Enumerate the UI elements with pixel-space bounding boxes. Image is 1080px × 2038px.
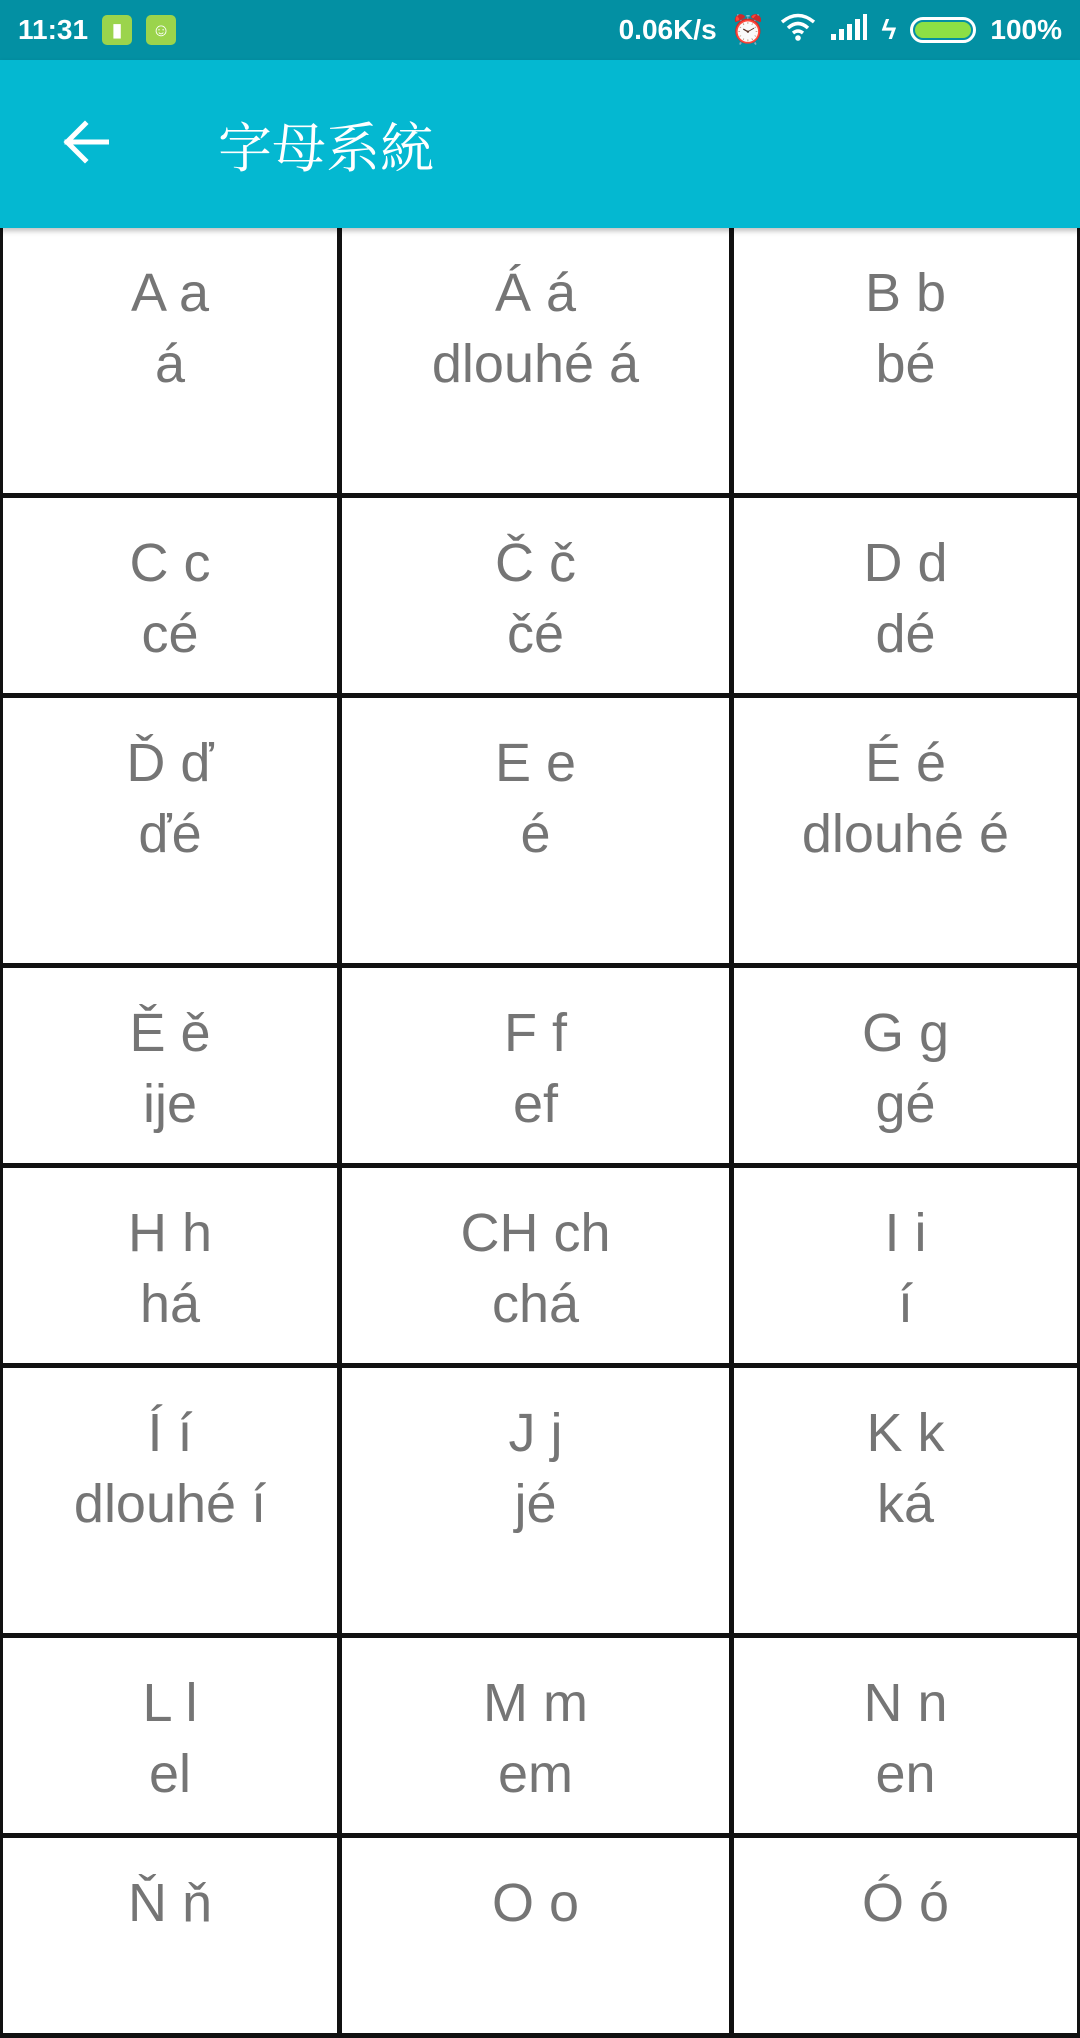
status-time: 11:31 — [18, 14, 89, 45]
letter-glyph: D d — [863, 533, 948, 593]
status-bar — [0, 0, 1080, 60]
letter-glyph: N n — [863, 1673, 948, 1733]
letter-name: dé — [875, 604, 936, 664]
letter-cell[interactable] — [734, 1168, 1080, 1368]
battery-percent: 100% — [990, 14, 1062, 45]
letter-glyph: Á á — [494, 263, 577, 323]
letter-cell[interactable] — [734, 228, 1080, 498]
letter-name: čé — [506, 604, 565, 664]
letter-cell[interactable] — [342, 698, 734, 968]
letter-name: dlouhé é — [801, 804, 1010, 864]
cell-signal-icon — [830, 13, 868, 48]
letter-glyph: F f — [504, 1003, 567, 1063]
letter-cell[interactable] — [342, 1838, 734, 2038]
letter-glyph: Ě ě — [129, 1003, 211, 1063]
charging-icon: ϟ — [881, 14, 897, 45]
back-button[interactable] — [0, 60, 170, 228]
letter-name: há — [139, 1274, 201, 1334]
network-speed: 0.06K/s — [618, 14, 717, 45]
letter-cell[interactable] — [734, 1838, 1080, 2038]
letter-name: gé — [875, 1074, 936, 1134]
alphabet-grid — [0, 228, 1080, 2038]
letter-cell[interactable] — [342, 968, 734, 1168]
letter-name: em — [497, 1744, 573, 1804]
letter-glyph: G g — [861, 1003, 950, 1063]
letter-name: jé — [514, 1474, 557, 1534]
letter-cell[interactable] — [0, 498, 342, 698]
letter-glyph: Č č — [495, 533, 576, 593]
letter-glyph: J j — [508, 1403, 563, 1463]
letter-name: ef — [512, 1074, 559, 1134]
letter-glyph: Í í — [147, 1403, 193, 1463]
status-bar-left — [18, 14, 176, 46]
letter-cell[interactable] — [0, 698, 342, 968]
letter-cell[interactable] — [734, 968, 1080, 1168]
letter-name: el — [148, 1744, 192, 1804]
page-title: 字母系統 — [218, 116, 434, 180]
letter-cell[interactable] — [0, 1638, 342, 1838]
letter-name: en — [875, 1744, 936, 1804]
letter-cell[interactable] — [342, 1168, 734, 1368]
letter-cell[interactable] — [0, 228, 342, 498]
battery-icon — [910, 17, 976, 43]
wifi-icon — [780, 13, 816, 48]
letter-name: chá — [491, 1274, 580, 1334]
letter-cell[interactable] — [342, 498, 734, 698]
letter-glyph: A a — [130, 263, 210, 323]
letter-cell[interactable] — [0, 1168, 342, 1368]
letter-cell[interactable] — [342, 1638, 734, 1838]
letter-glyph: CH ch — [460, 1203, 611, 1263]
letter-cell[interactable] — [342, 1368, 734, 1638]
letter-name: é — [520, 804, 551, 864]
letter-glyph: Ň ň — [127, 1873, 213, 1933]
letter-name: ďé — [138, 804, 202, 864]
letter-name: ká — [876, 1474, 935, 1534]
letter-cell[interactable] — [0, 1368, 342, 1638]
letter-glyph: H h — [127, 1203, 213, 1263]
letter-name: í — [897, 1274, 913, 1334]
letter-glyph: E e — [494, 733, 577, 793]
letter-glyph: C c — [129, 533, 211, 593]
letter-cell[interactable] — [342, 228, 734, 498]
letter-name: cé — [141, 604, 199, 664]
letter-cell[interactable] — [734, 498, 1080, 698]
alarm-icon: ⏰ — [730, 14, 766, 45]
letter-cell[interactable] — [734, 1368, 1080, 1638]
letter-glyph: É é — [864, 733, 947, 793]
letter-glyph: B b — [864, 263, 947, 323]
letter-glyph: L l — [142, 1673, 198, 1733]
app-bar — [0, 60, 1080, 228]
letter-cell[interactable] — [734, 698, 1080, 968]
letter-cell[interactable] — [734, 1638, 1080, 1838]
arrow-left-icon — [61, 120, 109, 168]
letter-name: dlouhé í — [73, 1474, 267, 1534]
letter-glyph: I i — [884, 1203, 927, 1263]
letter-name: dlouhé á — [431, 334, 640, 394]
battery-level-fill — [915, 22, 971, 38]
status-bar-right — [619, 13, 1062, 48]
battery-notification-icon: ▮ — [102, 15, 132, 45]
letter-glyph: O o — [491, 1873, 580, 1933]
letter-cell[interactable] — [0, 968, 342, 1168]
letter-glyph: Ď ď — [126, 733, 214, 793]
letter-name: bé — [875, 334, 936, 394]
letter-glyph: Ó ó — [861, 1873, 950, 1933]
letter-name: ije — [142, 1074, 198, 1134]
letter-cell[interactable] — [0, 1838, 342, 2038]
android-notification-icon: ☺ — [146, 15, 176, 45]
letter-glyph: K k — [866, 1403, 945, 1463]
letter-glyph: M m — [483, 1673, 588, 1733]
letter-name: á — [154, 334, 186, 394]
